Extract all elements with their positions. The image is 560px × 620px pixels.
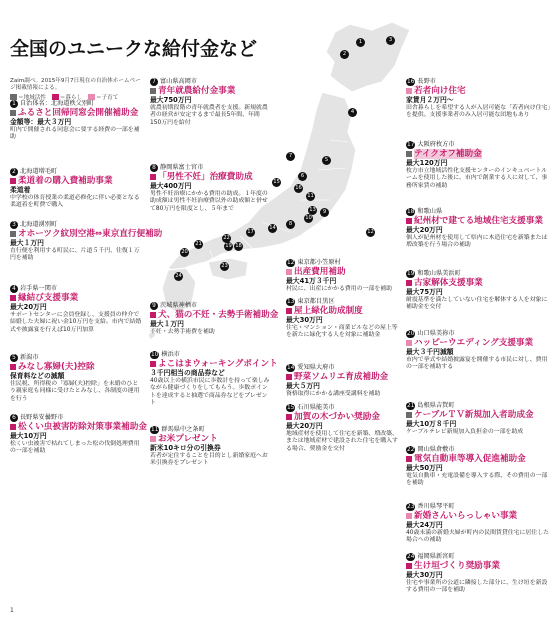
entry-place: 島根県吉賀町 <box>417 402 455 409</box>
entry-place: 横浜市 <box>161 351 180 358</box>
category-square <box>10 231 16 237</box>
benefit-description: サポートセンターに会員登録し、支援員の仲介で結婚した夫婦に祝い金10万円を支給。市内で結婚式や披露宴を行えば10万円加算 <box>10 312 142 333</box>
entry-name-row <box>406 561 552 571</box>
entry-place: 東京都小笠原村 <box>297 259 341 266</box>
benefit-description: 個人が紀州材を使用して県内に木造住宅を新築または増改築を行う場合の補助 <box>406 235 548 249</box>
benefit-entry <box>406 553 552 595</box>
benefit-description: 中学校の体育授業の柔道必修化に伴い必要となる柔道着を町費で購入 <box>10 195 140 209</box>
entry-place: 東京都目黒区 <box>297 298 335 305</box>
entry-name-row <box>406 149 552 159</box>
category-square <box>150 174 156 180</box>
benefit-amount: 最大３千円減額 <box>406 348 454 356</box>
entry-number: 5 <box>10 354 18 362</box>
entry-place: 長野市 <box>417 78 436 85</box>
benefit-entry <box>286 404 398 453</box>
legend-label: ＝子育て <box>95 95 119 101</box>
entry-header <box>10 100 144 108</box>
benefit-amount: 最大75万円 <box>406 288 443 296</box>
map-marker: 12 <box>367 229 374 235</box>
benefit-name: 縁結び支援事業 <box>18 293 79 303</box>
benefit-description: 市内で挙式や結婚披露宴を開催する市民に対し、費用の一部を補助する <box>406 357 548 371</box>
entry-name-row <box>150 172 270 182</box>
benefit-entry <box>10 414 147 456</box>
benefit-amount: 最大24万円 <box>406 521 443 529</box>
page-title: 全国のユニークな給付金など <box>10 38 258 60</box>
entry-place: 愛知県大府市 <box>297 364 335 371</box>
entry-place: 和歌山県美浜町 <box>417 270 461 277</box>
entry-place: 北海道湧別町 <box>20 221 58 228</box>
map-marker: 11 <box>307 193 314 199</box>
category-square <box>406 340 412 346</box>
entry-name-row <box>406 338 552 348</box>
entry-name-row <box>286 372 398 382</box>
page-number: 1 <box>10 607 14 614</box>
entry-place: 富山県高岡市 <box>160 78 198 85</box>
map-marker: 21 <box>195 241 202 247</box>
map-marker: 22 <box>223 235 230 241</box>
entry-number: 2 <box>10 168 18 176</box>
entry-number: 1 <box>10 100 18 108</box>
entry-header <box>406 270 552 278</box>
benefit-description: 住民税、所得税の「寡婦(夫)控除」を未婚のひとり親家庭も同様に受けたとみなし、各制度の運用を行う <box>10 381 140 402</box>
entry-number: 10 <box>151 352 159 358</box>
entry-name-row <box>10 293 144 303</box>
entry-number: 19 <box>407 271 415 277</box>
map-marker: 13 <box>309 207 316 213</box>
entry-header <box>150 164 270 172</box>
entry-header <box>150 351 270 359</box>
entry-name-row <box>286 267 398 277</box>
benefit-name: オホーツク紋別空港⇔東京直行便補助 <box>18 229 163 239</box>
benefit-entry <box>150 351 278 407</box>
entry-header <box>10 168 144 176</box>
benefit-amount: 最大120万円 <box>406 159 448 167</box>
entry-number: 7 <box>150 78 158 86</box>
benefit-name: 紀州材で建てる地域住宅支援事業 <box>414 216 543 226</box>
entry-number: 13 <box>287 299 295 305</box>
entry-number: 8 <box>150 164 158 172</box>
benefit-entry <box>10 221 163 263</box>
entry-name-row <box>406 86 552 96</box>
entry-number: 23 <box>407 504 415 510</box>
entry-name-row <box>286 306 398 316</box>
entry-number: 15 <box>287 405 295 411</box>
benefit-description: 町内で開催される同窓会に要する経費の一部を補助 <box>10 127 140 141</box>
entry-place: 新潟市 <box>20 354 39 361</box>
benefit-entry <box>406 78 552 120</box>
benefit-name: ハッピーウエディング支援事業 <box>414 338 534 348</box>
entry-place: 福岡県新宮町 <box>417 553 455 560</box>
category-square <box>10 178 16 184</box>
entry-name-row <box>150 310 279 320</box>
entry-header <box>150 302 270 310</box>
entry-name-row <box>406 278 552 288</box>
category-square <box>10 110 16 116</box>
category-square <box>150 361 156 367</box>
entry-number: 12 <box>287 260 295 266</box>
entry-name-row <box>406 511 552 521</box>
benefit-description: 40歳以上の横浜市民に歩数計を持って楽しみながら健康づくりをしてもらう。歩数ポイントを達成すると抽選で商品券などをプレゼント <box>150 378 270 406</box>
hokkaido-shape <box>326 22 410 92</box>
entry-name-row <box>150 86 270 96</box>
source-note: Zaim調べ。2015年9月7日現在の自治体ホームページ掲載情報による。 <box>10 78 141 91</box>
benefit-name: 屋上緑化助成制度 <box>294 306 363 316</box>
map-marker: 9 <box>320 208 329 217</box>
benefit-description: 資格取得にかかる講座受講料を補助 <box>286 391 381 397</box>
map-marker: 16 <box>295 185 302 191</box>
entry-header <box>10 285 144 293</box>
benefit-entry <box>406 402 552 436</box>
entry-name-row <box>406 454 552 464</box>
benefit-name: 加賀の木づかい奨励金 <box>294 412 380 422</box>
map-marker: 4 <box>348 108 357 117</box>
benefit-name: ケーブルＴＶ新規加入者助成金 <box>414 410 534 420</box>
benefit-name: 柔道着の購入費補助事業 <box>18 176 113 186</box>
benefit-entry <box>150 164 270 213</box>
entry-name-row <box>10 176 144 186</box>
benefit-amount: 最大１万円 <box>10 239 44 247</box>
benefit-description: 地域産材を使用して住宅を新築、増改築、または地域産材で建設された住宅を購入する場合、奨励金を交付 <box>286 431 398 452</box>
entry-name-row <box>406 216 552 226</box>
entry-header <box>286 298 398 306</box>
category-square <box>406 88 412 94</box>
entry-number: 21 <box>407 403 415 409</box>
entry-number: 11 <box>151 427 159 433</box>
benefit-description: 40歳未満の新婚夫婦が町内の民間賃貸住宅に居住した場合への補助 <box>406 530 549 544</box>
map-marker: 18 <box>235 243 242 249</box>
category-square <box>406 513 412 519</box>
entry-number: 16 <box>407 79 415 85</box>
benefit-amount: 新米10キロ分の引換券 <box>150 444 221 452</box>
entry-place: 北海道増毛町 <box>20 168 58 175</box>
map-marker: 20 <box>181 249 188 255</box>
entry-header <box>10 354 144 362</box>
benefit-entry <box>10 285 144 334</box>
benefit-name: 青年就農給付金事業 <box>158 86 236 96</box>
entry-number: 14 <box>287 365 295 371</box>
benefit-description: 住宅や事業所の公道に隣接した部分に、生け垣を新設する費用の一部を補助 <box>406 580 548 594</box>
benefit-description: 不妊・去勢手術費を補助 <box>150 329 215 335</box>
benefit-entry <box>406 141 552 190</box>
benefit-name: 「男性不妊」治療費助成 <box>158 172 253 182</box>
map-marker: 1 <box>356 38 365 47</box>
entry-header <box>406 141 552 149</box>
entry-number: 17 <box>407 142 415 148</box>
benefit-name: よこはまウォーキングポイント <box>158 359 278 369</box>
benefit-entry <box>286 298 398 340</box>
category-square <box>10 424 16 430</box>
benefit-description: 就農初期段階の青年就農者を支援。新規就農者の経営が安定するまで最長5年間、年間150万円を給付 <box>150 105 268 126</box>
entry-name-row <box>10 422 147 432</box>
entry-place: 長野県安曇野市 <box>20 414 64 421</box>
category-square <box>150 88 156 94</box>
entry-name-row <box>150 359 278 369</box>
benefit-description: 村民に、出産にかかる費用の一部を補助 <box>286 286 393 292</box>
benefit-name: 松くい虫被害防除対策事業補助金 <box>18 422 147 432</box>
map-marker: 19 <box>225 243 232 249</box>
map-marker: 8 <box>286 220 295 229</box>
category-square <box>406 280 412 286</box>
entry-header <box>10 414 144 422</box>
entry-header <box>406 330 552 338</box>
benefit-amount: 最大50万円 <box>406 464 443 472</box>
benefit-description: 松くい虫被害で枯れてしまった松の伐倒処理費用の一部を補助 <box>10 441 140 455</box>
entry-place: 大阪府枚方市 <box>417 141 455 148</box>
benefit-amount: 最大750万円 <box>150 96 192 104</box>
benefit-name: 古家解体支援事業 <box>414 278 483 288</box>
benefit-entry <box>10 168 144 210</box>
entry-place: 群馬県中之条町 <box>161 426 205 433</box>
benefit-entry <box>406 503 552 545</box>
category-square <box>406 563 412 569</box>
benefit-name: テイクオフ補助金 <box>414 149 482 159</box>
benefit-amount: 最大41万３千円 <box>286 277 337 285</box>
map-marker: 6 <box>298 172 307 181</box>
benefit-name: ふるさと回帰同窓会開催補助金 <box>18 108 139 118</box>
entry-header <box>150 78 270 86</box>
category-square <box>406 456 412 462</box>
entry-place: 香川県琴平町 <box>417 503 455 510</box>
benefit-amount: 保育料などの減額 <box>10 372 65 380</box>
benefit-description: ケーブルテレビ新規加入負担金の一部を助成 <box>406 429 524 435</box>
entry-header <box>150 426 270 434</box>
category-square <box>406 412 412 418</box>
map-marker: 23 <box>221 263 228 269</box>
entry-place: 自治体名：北海道秩父別町 <box>20 100 95 107</box>
benefit-amount: 最大20万円 <box>406 226 443 234</box>
benefit-name: 出産費用補助 <box>294 267 346 277</box>
entry-name-row <box>150 434 270 444</box>
category-square <box>406 218 412 224</box>
benefit-description: 直行便を利用する町民に、片道５千円、往復１万円を補助 <box>10 248 140 262</box>
benefit-entry <box>406 330 552 372</box>
benefit-amount: 最大１万円 <box>150 320 184 328</box>
benefit-name: みなし寡婦(夫)控除 <box>18 362 95 372</box>
category-square <box>286 269 292 275</box>
benefit-entry <box>286 259 398 293</box>
map-marker: 2 <box>340 50 349 59</box>
entry-header <box>406 208 552 216</box>
benefit-amount: 最大20万円 <box>10 303 47 311</box>
benefit-description: 男性不妊治療にかかる費用の助成。１年度の助成額は男性不妊治療費以外の助成額と併せて80万円を限度とし、５年まで <box>150 191 268 212</box>
map-marker: 17 <box>247 229 254 235</box>
benefit-description: 田舎暮らしを希望する人が入居可能な「若者向け住宅」を提供。支援事業者のみ入居可能な団地もあり <box>406 105 551 119</box>
entry-header <box>406 78 552 86</box>
category-square <box>286 374 292 380</box>
category-square <box>10 295 16 301</box>
entry-place: 岩手県一関市 <box>20 285 58 292</box>
map-marker: 24 <box>175 273 182 279</box>
entry-header <box>406 503 552 511</box>
benefit-amount: 家賃月２万円～ <box>406 96 454 104</box>
benefit-name: 若者向け住宅 <box>414 86 466 96</box>
map-marker: 3 <box>386 36 395 45</box>
benefit-entry <box>10 100 144 142</box>
benefit-amount: 最大20万円 <box>286 422 323 430</box>
entry-place: 岡山県倉敷市 <box>417 446 455 453</box>
benefit-name: 新婚さんいらっしゃい事業 <box>414 511 518 521</box>
map-marker: 15 <box>273 179 280 185</box>
benefit-amount: 最大400万円 <box>150 182 192 190</box>
entry-name-row <box>406 410 552 420</box>
category-square <box>150 436 156 442</box>
benefit-entry <box>150 426 270 468</box>
map-marker: 14 <box>269 225 276 231</box>
benefit-name: 電気自動車等導入促進補助金 <box>414 454 526 464</box>
entry-number: 4 <box>10 285 18 293</box>
benefit-name: 野菜ソムリエ育成補助金 <box>294 372 389 382</box>
entry-name-row <box>10 229 163 239</box>
benefit-entry <box>406 270 552 312</box>
entry-place: 和歌山県 <box>417 208 443 215</box>
benefit-description: 枚方市立地域活性化支援センターのインキュベートルームを使用した後に、市内で創業する人に対して、事務所家賃の補助 <box>406 168 548 189</box>
entry-header <box>406 446 552 454</box>
category-square <box>406 151 412 157</box>
entry-number: 20 <box>407 331 415 337</box>
category-square <box>150 312 156 318</box>
benefit-description: 電気自動車・充電設備を導入する際、その費用の一部を補助 <box>406 473 548 487</box>
entry-place: 茨城県神栖市 <box>160 302 198 309</box>
entry-header <box>406 553 552 561</box>
entry-number: 6 <box>10 414 18 422</box>
benefit-entry <box>406 446 552 488</box>
entry-header <box>10 221 144 229</box>
entry-name-row <box>10 108 144 118</box>
benefit-amount: 金額等：最大３万円 <box>10 118 72 126</box>
map-marker: 5 <box>322 156 331 165</box>
entry-header <box>286 364 398 372</box>
benefit-amount: 最大30万円 <box>406 571 443 579</box>
benefit-entry <box>150 302 279 336</box>
benefit-amount: 最大５万円 <box>286 382 320 390</box>
entry-number: 9 <box>150 302 158 310</box>
entry-number: 18 <box>407 209 415 215</box>
legend-label: ＝地域活性 <box>18 95 46 101</box>
benefit-name: お米プレゼント <box>158 434 218 444</box>
entry-header <box>286 404 398 412</box>
benefit-amount: ３千円相当の商品券など <box>150 369 225 377</box>
benefit-description: 住宅・マンション・商業ビルなどの屋上等を新たに緑化する人を対象に補助金 <box>286 325 398 339</box>
benefit-amount: 最大10万円 <box>10 432 47 440</box>
legend-label: ＝暮らし <box>59 95 83 101</box>
entry-place: 山口県美祢市 <box>417 330 455 337</box>
benefit-name: 犬、猫の不妊・去勢手術補助金 <box>158 310 279 320</box>
entry-number: 3 <box>10 221 18 229</box>
benefit-amount: 柔道着 <box>10 186 31 194</box>
benefit-entry <box>10 354 144 403</box>
map-marker: 10 <box>305 215 312 221</box>
benefit-description: 耐震基準を満たしていない住宅を解体する人を対象に補助金を交付 <box>406 297 548 311</box>
benefit-entry <box>406 208 552 250</box>
entry-name-row <box>10 362 144 372</box>
entry-number: 22 <box>407 447 415 453</box>
entry-name-row <box>286 412 398 422</box>
category-square <box>286 308 292 314</box>
benefit-amount: 最大30万円 <box>286 316 323 324</box>
entry-number: 24 <box>407 554 415 560</box>
entry-place: 石川県能美市 <box>297 404 335 411</box>
entry-header <box>286 259 398 267</box>
benefit-amount: 最大10万８千円 <box>406 420 457 428</box>
benefit-entry <box>150 78 270 127</box>
category-square <box>286 414 292 420</box>
benefit-description: 若者が定住することを目的とし新婚家庭へお米引換券をプレゼント <box>150 453 268 467</box>
benefit-name: 生け垣づくり奨励事業 <box>414 561 500 571</box>
entry-header <box>406 402 552 410</box>
benefit-entry <box>286 364 398 398</box>
entry-place: 静岡県富士宮市 <box>160 164 204 171</box>
category-square <box>10 364 16 370</box>
map-marker: 7 <box>286 152 295 161</box>
